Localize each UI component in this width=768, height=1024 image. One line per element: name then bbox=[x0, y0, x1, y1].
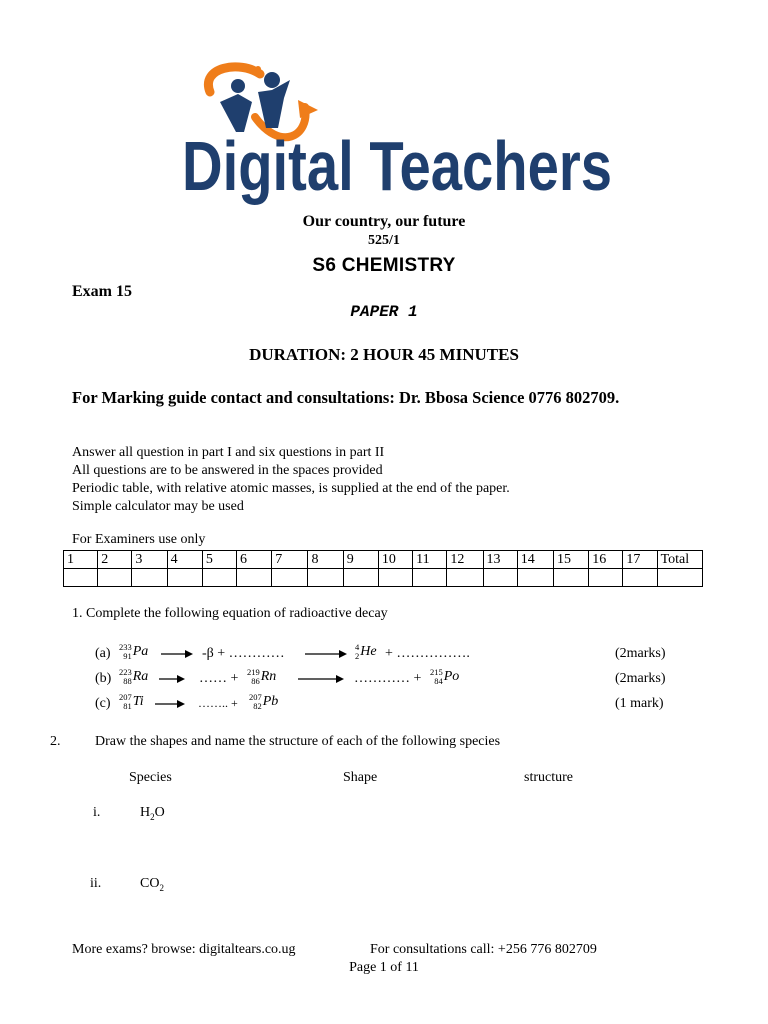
instruction: Simple calculator may be used bbox=[72, 499, 244, 514]
footer-website: More exams? browse: digitaltears.co.ug bbox=[72, 942, 296, 957]
question-2-text: Draw the shapes and name the structure of each of the following species bbox=[95, 734, 501, 749]
equation-c bbox=[95, 693, 695, 715]
logo bbox=[180, 62, 620, 212]
nuclide: 233 91 Pa bbox=[119, 642, 149, 661]
score-cell[interactable] bbox=[308, 569, 343, 587]
table-header-cell: 4 bbox=[167, 551, 202, 569]
table-header-cell: 3 bbox=[132, 551, 167, 569]
nuclide: 219 86 Rn bbox=[247, 667, 277, 686]
table-header-cell: 13 bbox=[483, 551, 517, 569]
question-2-number: 2. bbox=[50, 734, 61, 749]
score-cell[interactable] bbox=[657, 569, 702, 587]
equation-a bbox=[95, 643, 695, 665]
table-header-cell: 16 bbox=[589, 551, 623, 569]
table-header-cell: 5 bbox=[202, 551, 236, 569]
instruction: Answer all question in part I and six questions in part II bbox=[72, 445, 385, 460]
table-score-row bbox=[64, 569, 703, 587]
table-header-cell: 17 bbox=[623, 551, 657, 569]
score-cell[interactable] bbox=[167, 569, 202, 587]
item-number: ii. bbox=[90, 876, 102, 891]
nuclide: 215 84 Po bbox=[430, 667, 460, 686]
motto: Our country, our future bbox=[302, 213, 466, 230]
table-header-cell: 9 bbox=[343, 551, 378, 569]
equation-blank: -β + ………… bbox=[202, 646, 285, 661]
table-header-cell: 8 bbox=[308, 551, 343, 569]
logo-text: Digital Teachers bbox=[182, 127, 612, 205]
equation-b bbox=[95, 668, 695, 690]
arrow-icon bbox=[159, 674, 185, 684]
score-cell[interactable] bbox=[237, 569, 272, 587]
table-header-row bbox=[64, 551, 703, 569]
column-header-shape: Shape bbox=[343, 770, 378, 785]
instruction: All questions are to be answered in the spaces provided bbox=[72, 463, 383, 478]
arrow-icon bbox=[161, 649, 193, 659]
score-cell[interactable] bbox=[623, 569, 657, 587]
species-h2o: $H_2O$ bbox=[140, 805, 165, 822]
marks-label: (2marks) bbox=[615, 671, 666, 686]
examiners-table bbox=[63, 550, 703, 587]
footer-phone: For consultations call: +256 776 802709 bbox=[370, 942, 597, 957]
nuclide: 207 81 Ti bbox=[119, 692, 144, 711]
marks-label: (2marks) bbox=[615, 646, 666, 661]
arrow-icon bbox=[298, 674, 344, 684]
logo-graphic bbox=[180, 62, 620, 212]
column-header-species: Species bbox=[129, 770, 172, 785]
table-header-cell: Total bbox=[657, 551, 702, 569]
score-cell[interactable] bbox=[98, 569, 132, 587]
page-number: Page 1 of 11 bbox=[349, 960, 419, 975]
table-header-cell: 7 bbox=[272, 551, 308, 569]
arrow-icon bbox=[155, 699, 185, 709]
equation-label: (a) bbox=[95, 646, 111, 661]
score-cell[interactable] bbox=[589, 569, 623, 587]
table-header-cell: 6 bbox=[237, 551, 272, 569]
score-cell[interactable] bbox=[378, 569, 412, 587]
paper-number: PAPER 1 bbox=[350, 303, 418, 321]
score-cell[interactable] bbox=[132, 569, 167, 587]
duration: DURATION: 2 HOUR 45 MINUTES bbox=[249, 345, 519, 364]
arrow-icon bbox=[305, 649, 347, 659]
equation-blank: ………… + bbox=[354, 671, 422, 686]
nuclide: 223 88 Ra bbox=[119, 667, 149, 686]
score-cell[interactable] bbox=[447, 569, 483, 587]
examiners-label: For Examiners use only bbox=[72, 532, 206, 547]
score-cell[interactable] bbox=[343, 569, 378, 587]
table-header-cell: 10 bbox=[378, 551, 412, 569]
equation-blank: …….. + bbox=[198, 696, 238, 710]
score-cell[interactable] bbox=[483, 569, 517, 587]
equation-label: (b) bbox=[95, 671, 112, 686]
table-header-cell: 12 bbox=[447, 551, 483, 569]
column-header-structure: structure bbox=[524, 770, 573, 785]
score-cell[interactable] bbox=[64, 569, 98, 587]
table-header-cell: 14 bbox=[517, 551, 553, 569]
equation-blank: …… + bbox=[199, 671, 239, 686]
nuclide: 4 2 He bbox=[355, 642, 377, 661]
score-cell[interactable] bbox=[517, 569, 553, 587]
paper-code: 525/1 bbox=[368, 233, 400, 248]
instruction: Periodic table, with relative atomic masses, is supplied at the end of the paper. bbox=[72, 481, 510, 496]
question-1-text: 1. Complete the following equation of radioactive decay bbox=[72, 606, 388, 621]
contact-line: For Marking guide contact and consultations: Dr. Bbosa Science 0776 802709. bbox=[72, 388, 620, 407]
marks-label: (1 mark) bbox=[615, 696, 664, 711]
nuclide: 207 82 Pb bbox=[249, 692, 279, 711]
score-cell[interactable] bbox=[553, 569, 588, 587]
table-header-cell: 15 bbox=[553, 551, 588, 569]
subject-title: S6 CHEMISTRY bbox=[312, 255, 456, 276]
equation-label: (c) bbox=[95, 696, 111, 711]
species-co2: $CO_2$ bbox=[140, 876, 164, 893]
exam-number: Exam 15 bbox=[72, 283, 132, 300]
item-number: i. bbox=[93, 805, 101, 820]
table-header-cell: 2 bbox=[98, 551, 132, 569]
score-cell[interactable] bbox=[413, 569, 447, 587]
equation-blank: + ……………. bbox=[385, 646, 470, 661]
table-header-cell: 1 bbox=[64, 551, 98, 569]
table-header-cell: 11 bbox=[413, 551, 447, 569]
score-cell[interactable] bbox=[202, 569, 236, 587]
score-cell[interactable] bbox=[272, 569, 308, 587]
